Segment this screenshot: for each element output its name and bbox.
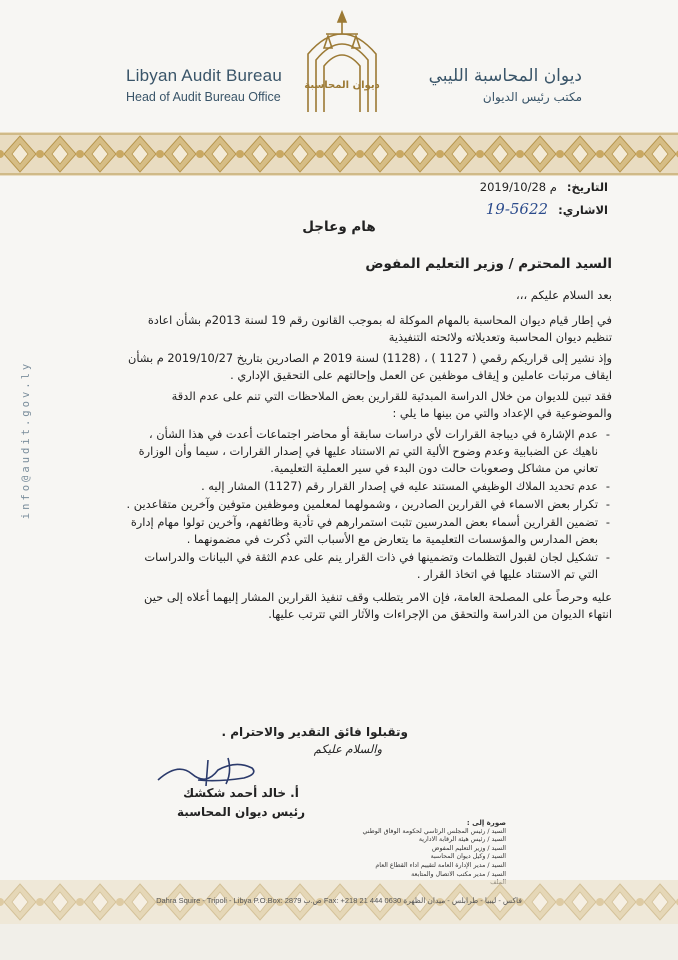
copies-to (291, 819, 506, 888)
side-email: info@audit.gov.ly (20, 360, 32, 520)
org-name-ar: ديوان المحاسبة الليبي (428, 66, 582, 86)
date-label: التاريخ: (566, 180, 608, 194)
copy-line: السيد / رئيس المجلس الرئاسي لحكومة الوفاق الوطني (362, 827, 506, 835)
header-en (126, 66, 306, 104)
copy-line: السيد / مدير الإدارة العامة لتقييم اداء القطاع العام (375, 861, 506, 869)
copy-line: السيد / وكيل ديوان المحاسبة (430, 853, 506, 861)
list-item: - عدم تحديد الملاك الوظيفي المستند عليه في إصدار القرار رقم (1127) المشار إليه . (124, 478, 612, 495)
office-name-ar: مكتب رئيس الديوان (482, 90, 582, 104)
date-value: 2019/10/28 م (479, 180, 557, 194)
copy-line: السيد / مدير مكتب الاتصال والمتابعة (411, 870, 506, 878)
salam-line: والسلام عليكم (313, 742, 382, 756)
copy-line: السيد / رئيس هيئة الرقابة الادارية (418, 836, 506, 844)
paragraph-1: في إطار قيام ديوان المحاسبة بالمهام الموكلة له بموجب القانون رقم 19 لسنة 2013م بشأن اعادة تنظيم ديوان المحاسبة وتعديلاته ولائحته التنفيذية (147, 313, 612, 344)
org-name-en: Libyan Audit Bureau (126, 66, 282, 85)
signer-title: رئيس ديوان المحاسبة (177, 805, 305, 819)
ref-value: 19-5622 (485, 200, 549, 218)
conclusion: عليه وحرصاً على المصلحة العامة، فإن الامر يتطلب وقف تنفيذ القرارين المشار إليهما أعلاه إلى حين انتهاء الديوان من الدراسة والتحقق من الإجراءات والآثار التي تترتب عليها. (144, 590, 612, 621)
observations-list (124, 426, 612, 583)
list-item: - تكرار بعض الاسماء في القرارين الصادرين ، وشمولهما لمعلمين وموظفين متوفين وآخرين متقاعدين . (124, 496, 612, 513)
copies-title: صورة إلى : (466, 819, 506, 827)
addressee: السيد المحترم / وزير التعليم المفوض (365, 256, 612, 272)
signer-name: أ. خالد أحمد شكشك (183, 786, 299, 800)
logo-text: ديوان المحاسبة (304, 80, 380, 91)
paragraph-2: وإذ نشير إلى قراريكم رقمي ( 1127 ) ، (1128) لسنة 2019 م الصادرين بتاريخ 2019/10/27 م بشأن ايقاف مرتبات عاملين و إيقاف موظفين عن العمل وإحالتهم على التحقيق الإداري . (127, 351, 612, 382)
urgent-heading: هام وعاجل (302, 219, 376, 235)
copy-line: السيد / وزير التعليم المفوض (431, 844, 506, 852)
date-ref-block (480, 180, 608, 220)
letter-body (124, 312, 612, 627)
ornamental-band-top (0, 132, 678, 176)
header-ar (372, 66, 582, 104)
closing-line: وتقبلوا فائق التقدير والاحترام . (221, 725, 408, 739)
list-item: - تضمين القرارين أسماء بعض المدرسين تثبت استمرارهم في تأدية وظائفهم، وآخرين تولوا مهام إدارة بعض المدارس والمؤسسات التعليمية ما يتعارض مع الأسباب التي ذُكرت في مضمونهما . (124, 514, 612, 548)
paragraph-3: فقد تبين للديوان من خلال الدراسة المبدئية للقرارين بعض الملاحظات التي تنم على عدم الدقة والموضوعية في الإعداد والتي من بينها ما يلي : (171, 389, 612, 420)
office-name-en: Head of Audit Bureau Office (126, 90, 281, 104)
footer-address: Dahra Squire - Tripoli - Libya P.O.Box: 2879 ص.ب Fax: +218 21 444 0630 فاكس - ليبيا - طرابلس - ميدان الظهرة (156, 896, 522, 905)
bottom-margin (0, 924, 678, 960)
list-item: - تشكيل لجان لقبول التظلمات وتضمينها في ذات القرار ينم على عدم الثقة في البيانات والدراسات التي تم الاستناد عليها في اتخاذ القرار . (124, 549, 612, 583)
greeting: بعد السلام عليكم ،،، (516, 288, 612, 302)
ref-label: الاشاري: (558, 203, 608, 217)
list-item: - عدم الإشارة في ديباجة القرارات لأي دراسات سابقة أو محاضر اجتماعات أعدت في هذا الشأن ، ناهيك عن الضبابية وعدم وضوح الألية التي تم الاستناد عليها في إصدار القرارات ، سيما وأن الوزارة تعاني من مشاكل وصعوبات حالت دون البدء في سير العملية التعليمية. (124, 426, 612, 477)
signer-block (156, 784, 326, 822)
